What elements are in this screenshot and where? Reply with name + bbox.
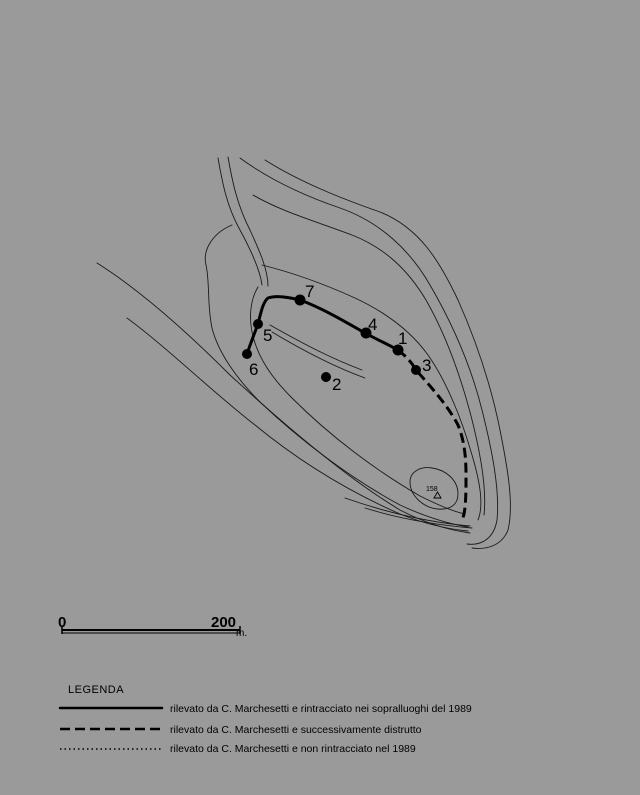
- point-marker-7: [295, 295, 306, 306]
- contour-line-upper-2: [265, 160, 510, 548]
- legend-item-dotted-text: rilevato da C. Marchesetti e non rintracciato nel 1989: [170, 743, 416, 755]
- point-label-7: 7: [305, 282, 315, 301]
- wall-segment-destroyed: [398, 350, 466, 520]
- legend-item-dashed-text: rilevato da C. Marchesetti e successivamente distrutto: [170, 724, 422, 736]
- legend: [60, 684, 472, 755]
- contour-line-upper-1: [240, 158, 498, 544]
- point-marker-5: [253, 319, 263, 329]
- contour-line-ridge-2: [228, 157, 268, 286]
- point-marker-3: [411, 365, 421, 375]
- legend-item-solid-text: rilevato da C. Marchesetti e rintracciato nei sopralluoghi del 1989: [170, 703, 472, 715]
- point-label-5: 5: [263, 326, 273, 345]
- contour-line-ridge-1: [218, 158, 262, 285]
- contour-line-inner-east: [262, 265, 481, 520]
- point-label-3: 3: [422, 356, 432, 375]
- point-marker-6: [242, 349, 252, 359]
- scale-bar: [58, 614, 247, 639]
- summit-elevation-label: 158: [426, 486, 438, 493]
- contour-lines: [97, 157, 510, 548]
- legend-title: LEGENDA: [68, 684, 125, 696]
- summit: [426, 486, 441, 498]
- contour-line-upper-3: [253, 195, 485, 515]
- point-label-1: 1: [398, 329, 408, 348]
- point-label-4: 4: [368, 315, 378, 334]
- scale-end-label: 200: [211, 614, 237, 631]
- contour-line-se-1: [345, 498, 470, 526]
- scale-unit-label: m.: [236, 628, 248, 639]
- point-marker-2: [321, 372, 331, 382]
- contour-line-terrace-2: [272, 332, 365, 378]
- point-label-6: 6: [249, 360, 259, 379]
- scale-start-label: 0: [58, 614, 67, 631]
- contour-line-terrace-1: [270, 325, 362, 370]
- point-label-2: 2: [332, 375, 342, 394]
